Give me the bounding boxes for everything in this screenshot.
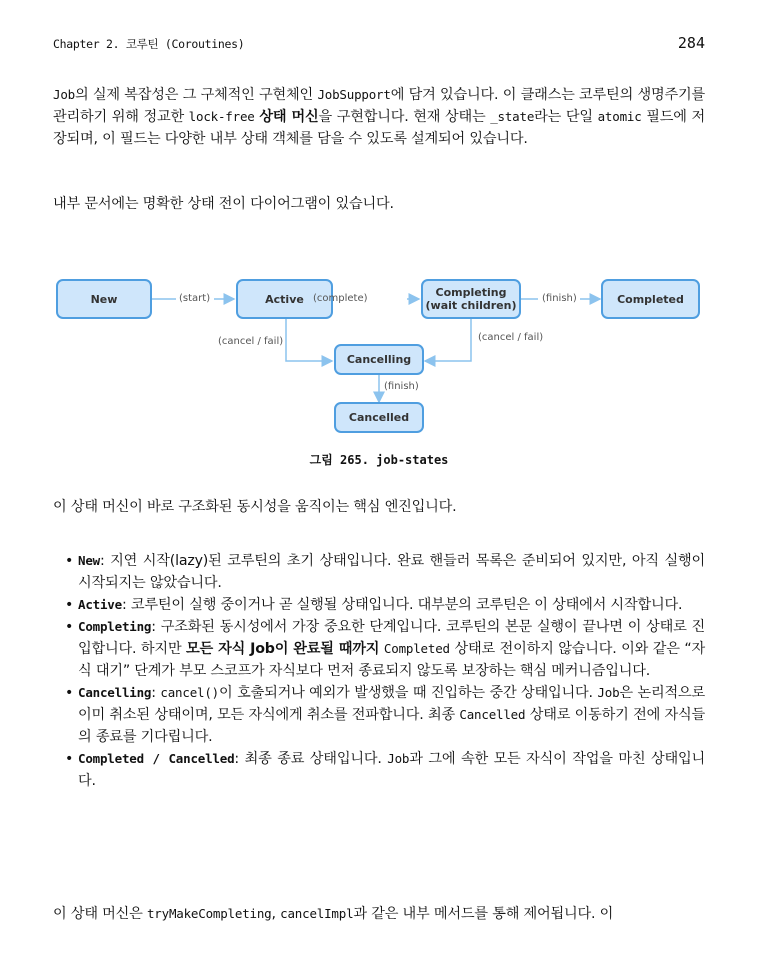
code-lock-free: lock-free xyxy=(188,109,255,124)
job-state-diagram xyxy=(50,270,710,440)
text: , xyxy=(271,906,281,922)
state-list xyxy=(65,550,705,792)
code-job: Job xyxy=(53,87,75,102)
term: Completed / Cancelled xyxy=(78,751,235,766)
list-item-completing xyxy=(65,616,705,682)
bullet-marker: • xyxy=(65,685,74,701)
list-item-cancelling xyxy=(65,682,705,748)
description: : 지연 시작(lazy)된 코루틴의 초기 상태입니다. 완료 핸들러 목록은 준비되어 있지만, 아직 실행이 시작되지는 않았습니다. xyxy=(78,553,705,591)
page-header xyxy=(53,36,705,56)
text: 과 같은 내부 메서드를 통해 제어됩니다. 이 xyxy=(353,906,614,922)
text: 을 구현합니다. 현재 상태는 xyxy=(318,109,491,125)
node-completed: Completed xyxy=(601,279,700,319)
description: : 구조화된 동시성에서 가장 중요한 단계입니다. 코루틴의 본문 실행이 끝나면 이 상태로 진입합니다. 하지만 xyxy=(78,619,705,657)
code-cancel: cancel() xyxy=(160,685,220,700)
code-trymakecompleting: tryMakeCompleting xyxy=(146,906,272,921)
node-completing xyxy=(421,279,521,319)
bold-state-machine: 상태 머신 xyxy=(259,109,319,125)
node-completing-line1: Completing xyxy=(435,286,507,299)
node-cancelling: Cancelling xyxy=(334,344,424,375)
bullet-marker: • xyxy=(65,597,74,613)
list-item-final xyxy=(65,748,705,792)
code-cancelled: Cancelled xyxy=(459,707,526,722)
text: 의 실제 복잡성은 그 구체적인 구현체인 xyxy=(74,87,318,103)
figure-caption: 그림 265. job-states xyxy=(309,453,449,467)
code-job: Job xyxy=(387,751,410,766)
intro-paragraph xyxy=(53,84,705,150)
description: 은 논리적으로 이미 취소된 상태이며, 모든 자식에게 취소를 전파합니다. 최종 xyxy=(78,685,705,723)
diagram-intro: 내부 문서에는 명확한 상태 전이 다이어그램이 있습니다. xyxy=(53,196,394,212)
bullet-marker: • xyxy=(65,553,74,569)
list-item-active xyxy=(65,594,705,616)
edge-label-finish-top: (finish) xyxy=(542,293,577,304)
term: New xyxy=(78,553,100,568)
term: Active xyxy=(78,597,122,612)
code-jobsupport: JobSupport xyxy=(317,87,391,102)
edge-label-cancel-fail-right: (cancel / fail) xyxy=(478,332,544,343)
edge-label-cancel-fail-left: (cancel / fail) xyxy=(218,336,284,347)
term: Cancelling xyxy=(78,685,152,700)
node-cancelled: Cancelled xyxy=(334,402,424,433)
edge-label-complete: (complete) xyxy=(313,293,368,304)
node-new: New xyxy=(56,279,152,319)
text: 이 상태 머신은 xyxy=(53,906,147,922)
code-atomic: atomic xyxy=(597,109,642,124)
term: Completing xyxy=(78,619,152,634)
description: 과 그에 속한 모든 자식이 작업을 마친 상태입니다. xyxy=(78,751,705,789)
engine-sentence: 이 상태 머신이 바로 구조화된 동시성을 움직이는 핵심 엔진입니다. xyxy=(53,499,457,515)
node-active: Active xyxy=(236,279,333,319)
code-completed: Completed xyxy=(383,641,450,656)
text: 라는 단일 xyxy=(534,109,598,125)
text: 에 담겨 있습니다. 이 클래스는 코루틴의 생명주기를 관리하기 위해 정교한 xyxy=(53,87,705,125)
closing-paragraph xyxy=(53,903,705,925)
list-item-new xyxy=(65,550,705,594)
code-state: _state xyxy=(490,109,535,124)
code-cancelimpl: cancelImpl xyxy=(280,906,354,921)
bullet-marker: • xyxy=(65,619,74,635)
chapter-title: Chapter 2. 코루틴 (Coroutines) xyxy=(53,37,245,51)
page-number: 284 xyxy=(677,34,705,52)
node-completing-line2: (wait children) xyxy=(425,299,517,312)
description: 상태로 전이하지 않습니다. 이와 같은 “자식 대기” 단계가 부모 스코프가 자식보다 먼저 종료되지 않도록 보장하는 핵심 메커니즘입니다. xyxy=(78,641,705,679)
edge-label-start: (start) xyxy=(179,293,211,304)
edge-active-cancelling xyxy=(286,318,332,361)
text: : xyxy=(151,685,161,701)
code-job: Job xyxy=(597,685,620,700)
edge-label-finish-bottom: (finish) xyxy=(384,381,419,392)
description: 이 호출되거나 예외가 발생했을 때 진입하는 중간 상태입니다. xyxy=(219,685,598,701)
bullet-marker: • xyxy=(65,751,74,767)
description: 상태로 이동하기 전에 자식들의 종료를 기다립니다. xyxy=(78,707,705,745)
bold-emphasis: 모든 자식 Job이 완료될 때까지 xyxy=(186,641,380,657)
description: : 코루틴이 실행 중이거나 곧 실행될 상태입니다. 대부분의 코루틴은 이 상태에서 시작합니다. xyxy=(121,597,683,613)
text: 필드에 저장되며, 이 필드는 다양한 내부 상태 객체를 담을 수 있도록 설계되어 있습니다. xyxy=(53,109,706,147)
text: : 최종 종료 상태입니다. xyxy=(234,751,388,767)
edge-completing-cancelling xyxy=(425,318,471,361)
